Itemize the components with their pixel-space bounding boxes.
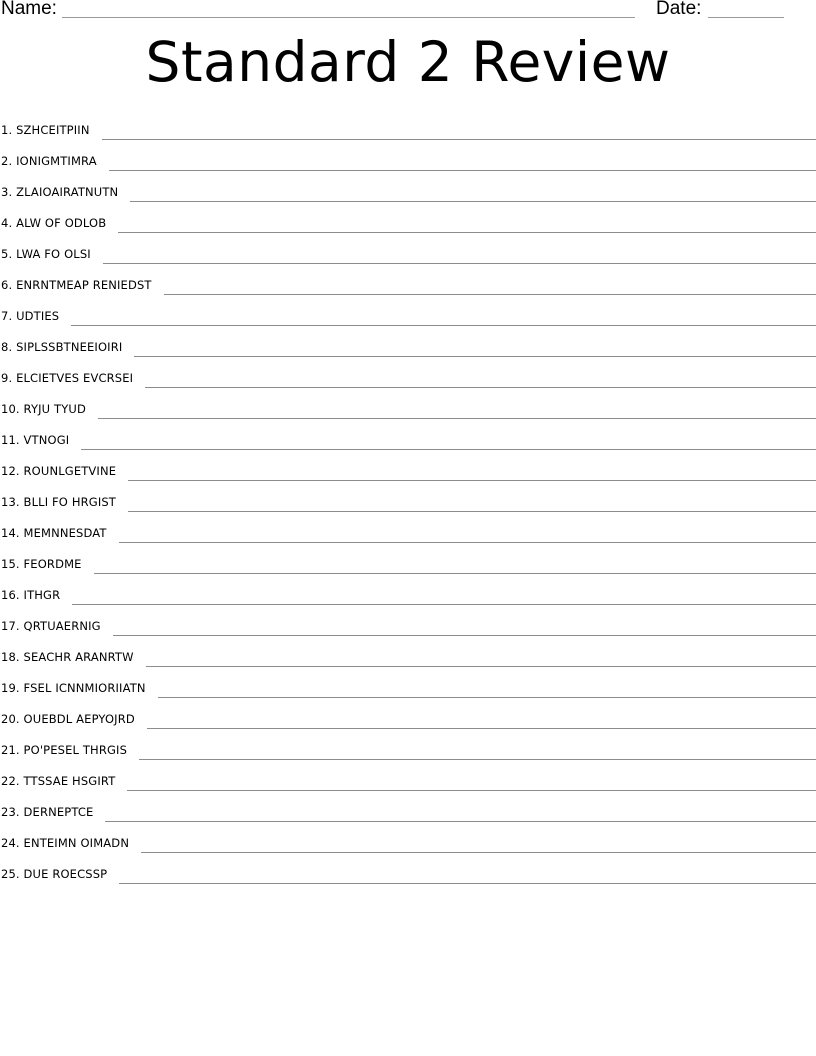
date-field[interactable] [708, 17, 784, 18]
header [0, 0, 816, 24]
answer-line[interactable] [109, 169, 816, 171]
date-label: Date: [656, 0, 702, 19]
list-item [0, 824, 816, 855]
list-item [0, 111, 816, 142]
answer-line[interactable] [147, 727, 816, 729]
answer-line[interactable] [102, 138, 816, 140]
scrambled-word: 25. DUE ROECSSP [1, 867, 108, 881]
list-item [0, 700, 816, 731]
scrambled-word: 22. TTSSAE HSGIRT [1, 774, 116, 788]
answer-line[interactable] [128, 479, 816, 481]
list-item [0, 328, 816, 359]
answer-line[interactable] [119, 541, 816, 543]
answer-line[interactable] [158, 696, 816, 698]
list-item [0, 204, 816, 235]
name-label: Name: [1, 0, 57, 19]
list-item [0, 545, 816, 576]
answer-line[interactable] [130, 200, 816, 202]
answer-line[interactable] [146, 665, 816, 667]
list-item [0, 576, 816, 607]
scrambled-word: 13. BLLI FO HRGIST [1, 495, 116, 509]
answer-line[interactable] [98, 417, 816, 419]
list-item [0, 855, 816, 886]
scrambled-word: 16. ITHGR [1, 588, 61, 602]
answer-line[interactable] [119, 882, 816, 884]
list-item [0, 452, 816, 483]
scrambled-word: 15. FEORDME [1, 557, 82, 571]
list-item [0, 421, 816, 452]
answer-line[interactable] [118, 231, 816, 233]
list-item [0, 390, 816, 421]
name-field[interactable] [62, 17, 635, 18]
answer-line[interactable] [72, 603, 816, 605]
scrambled-word: 18. SEACHR ARANRTW [1, 650, 134, 664]
scrambled-word: 1. SZHCEITPIIN [1, 123, 90, 137]
answer-line[interactable] [139, 758, 816, 760]
scrambled-word: 14. MEMNNESDAT [1, 526, 107, 540]
page-title: Standard 2 Review [145, 30, 671, 94]
answer-line[interactable] [81, 448, 816, 450]
answer-line[interactable] [113, 634, 816, 636]
scrambled-word: 21. PO'PESEL THRGIS [1, 743, 128, 757]
list-item [0, 638, 816, 669]
list-item [0, 483, 816, 514]
list-item [0, 266, 816, 297]
scrambled-word: 8. SIPLSSBTNEEIOIRI [1, 340, 123, 354]
scrambled-word: 12. ROUNLGETVINE [1, 464, 117, 478]
scrambled-word: 5. LWA FO OLSI [1, 247, 91, 261]
scrambled-word: 23. DERNEPTCE [1, 805, 94, 819]
answer-line[interactable] [128, 510, 816, 512]
list-item [0, 359, 816, 390]
answer-line[interactable] [145, 386, 816, 388]
scrambled-word: 10. RYJU TYUD [1, 402, 86, 416]
list-item [0, 731, 816, 762]
answer-line[interactable] [105, 820, 816, 822]
scrambled-word: 17. QRTUAERNIG [1, 619, 101, 633]
scrambled-word: 7. UDTIES [1, 309, 60, 323]
answer-line[interactable] [127, 789, 816, 791]
list-item [0, 607, 816, 638]
list-item [0, 235, 816, 266]
scrambled-word: 6. ENRNTMEAP RENIEDST [1, 278, 152, 292]
list-item [0, 793, 816, 824]
scrambled-word: 3. ZLAIOAIRATNUTN [1, 185, 119, 199]
scrambled-word: 20. OUEBDL AEPYOJRD [1, 712, 135, 726]
word-scramble-list [0, 111, 816, 886]
answer-line[interactable] [164, 293, 816, 295]
answer-line[interactable] [134, 355, 816, 357]
scrambled-word: 9. ELCIETVES EVCRSEI [1, 371, 134, 385]
answer-line[interactable] [141, 851, 816, 853]
list-item [0, 514, 816, 545]
scrambled-word: 4. ALW OF ODLOB [1, 216, 107, 230]
answer-line[interactable] [103, 262, 816, 264]
answer-line[interactable] [71, 324, 816, 326]
answer-line[interactable] [94, 572, 816, 574]
list-item [0, 173, 816, 204]
list-item [0, 142, 816, 173]
list-item [0, 762, 816, 793]
scrambled-word: 2. IONIGMTIMRA [1, 154, 97, 168]
scrambled-word: 24. ENTEIMN OIMADN [1, 836, 130, 850]
list-item [0, 297, 816, 328]
scrambled-word: 19. FSEL ICNNMIORIIATN [1, 681, 146, 695]
scrambled-word: 11. VTNOGI [1, 433, 70, 447]
list-item [0, 669, 816, 700]
